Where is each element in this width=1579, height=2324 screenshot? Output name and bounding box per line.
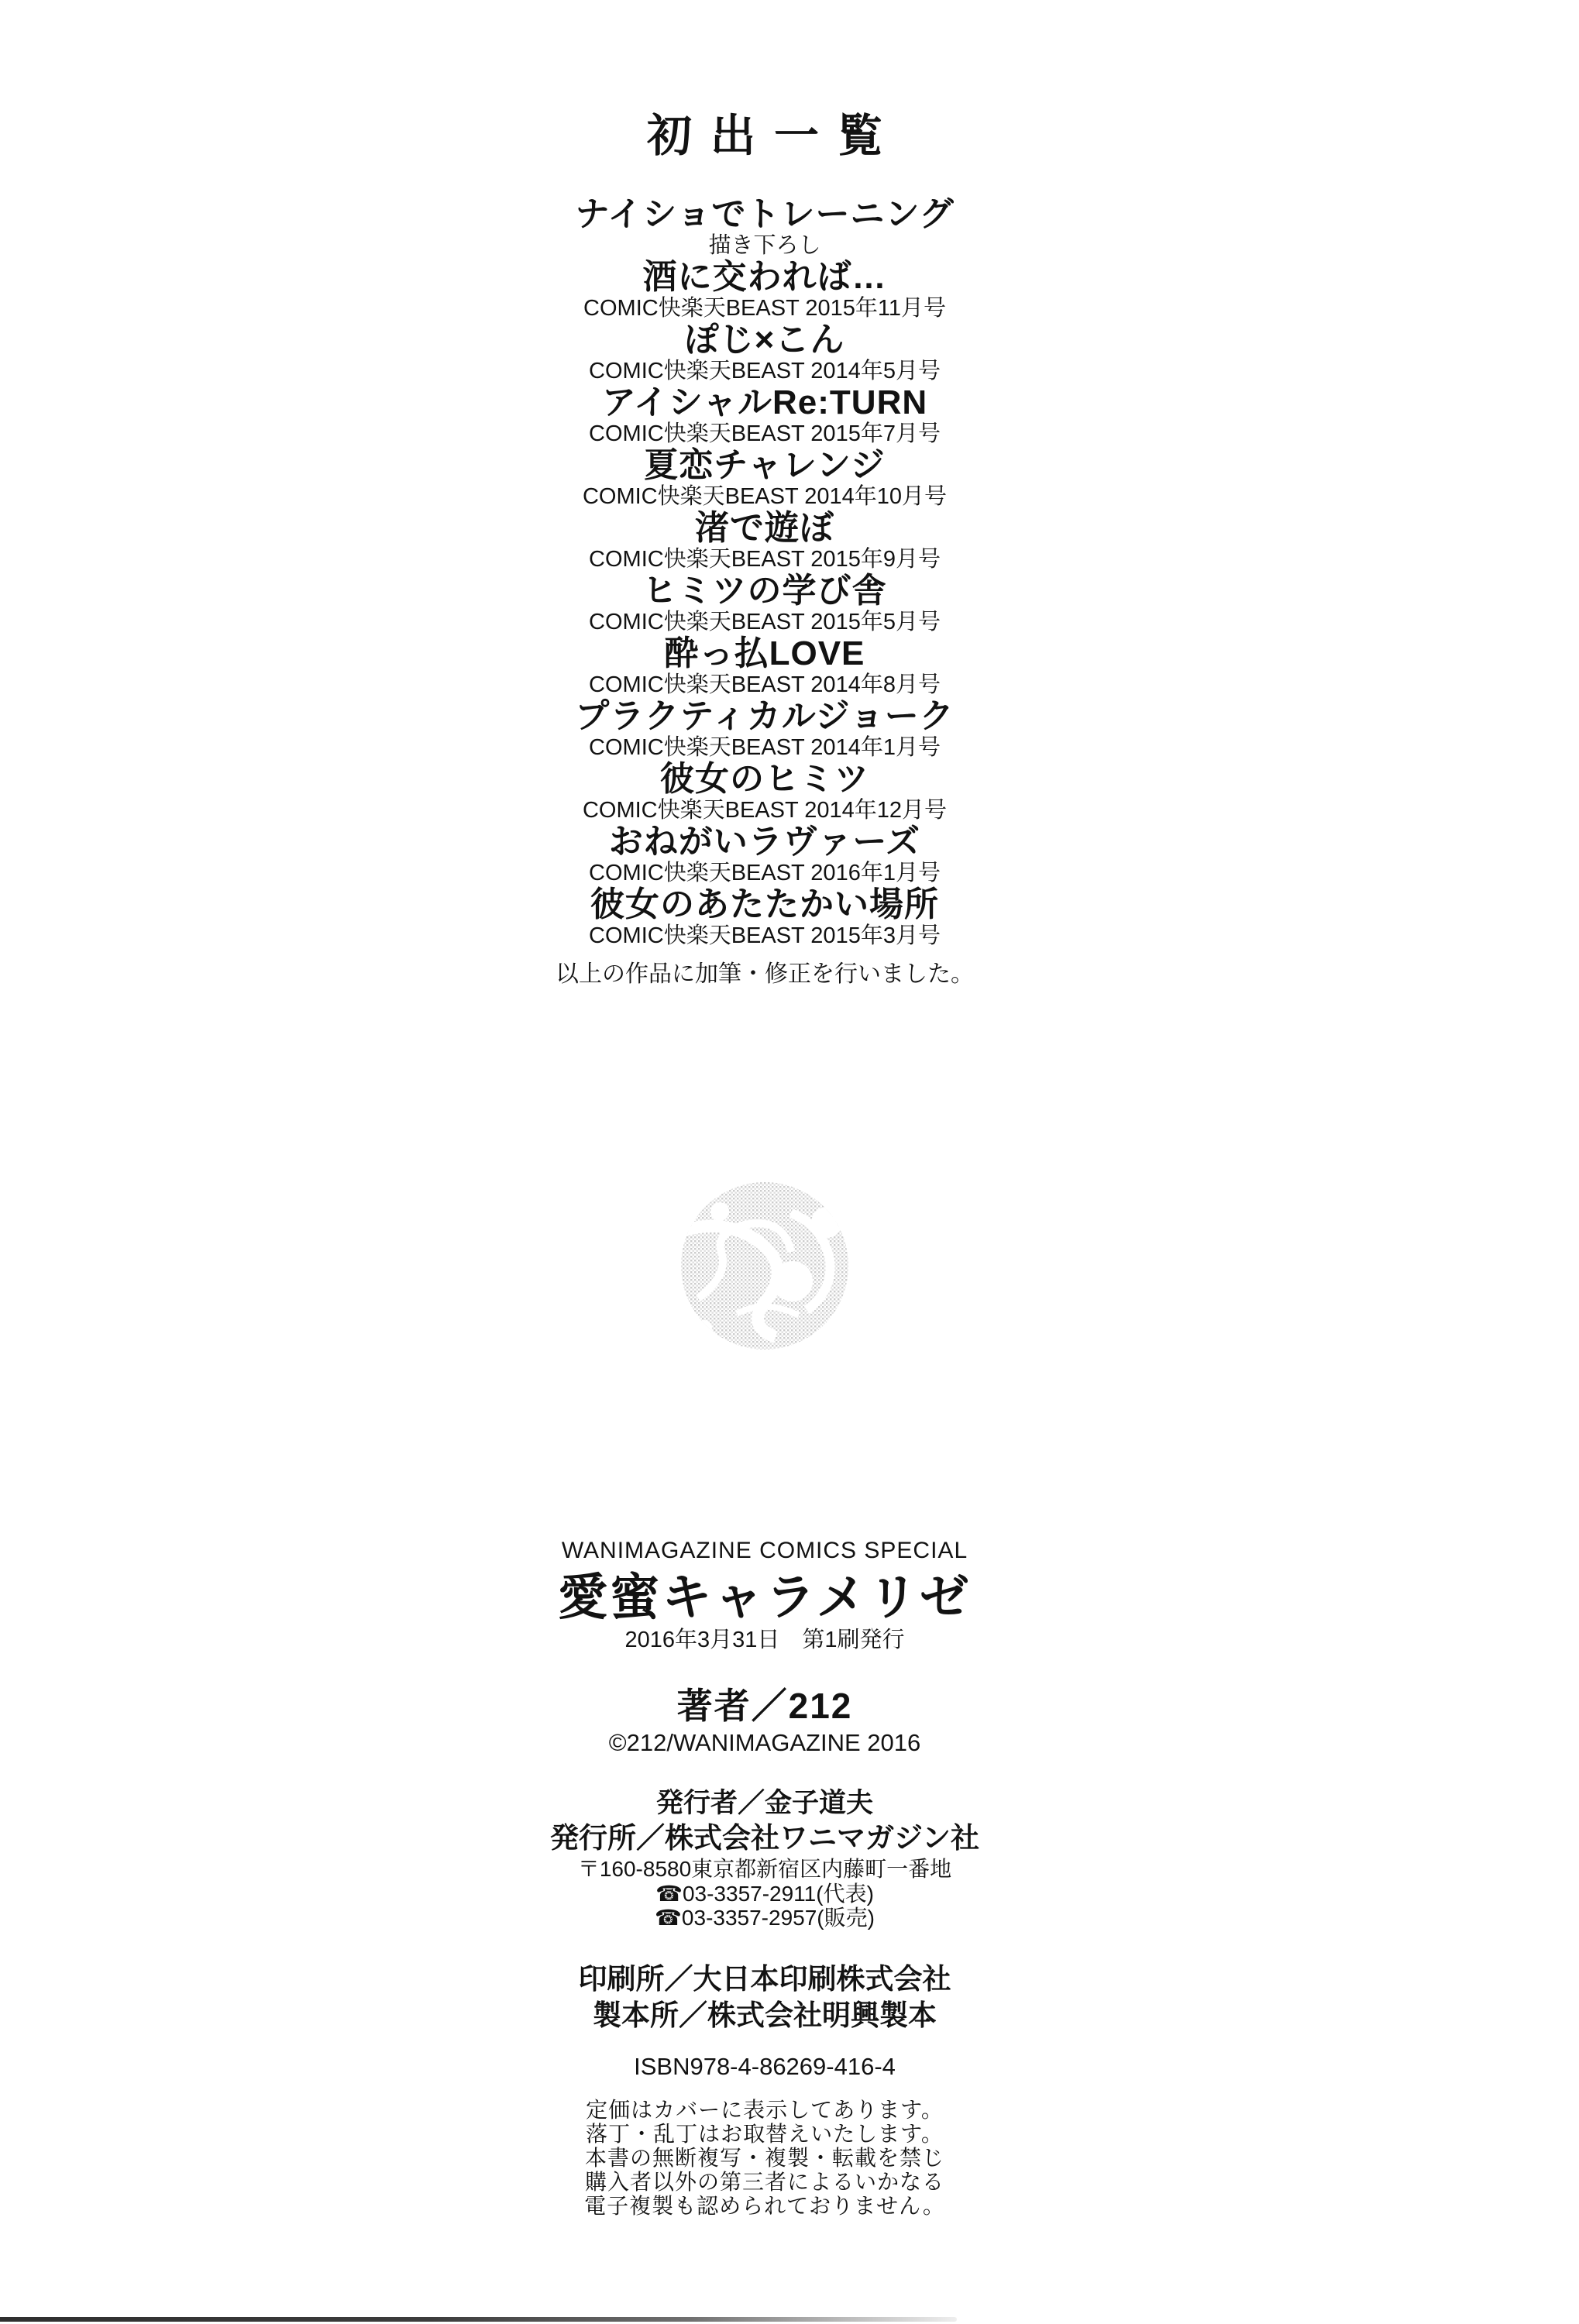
work-source: COMIC快楽天BEAST 2015年7月号 bbox=[589, 421, 941, 446]
work-title: 酔っ払LOVE bbox=[664, 634, 865, 672]
list-item bbox=[0, 195, 1554, 258]
copyright-line: ©212/WANIMAGAZINE 2016 bbox=[608, 1729, 921, 1756]
isbn-line: ISBN978-4-86269-416-4 bbox=[634, 2053, 896, 2080]
list-item bbox=[0, 760, 1554, 823]
list-item bbox=[0, 446, 1554, 509]
work-title: ヒミツの学び舎 bbox=[642, 572, 887, 610]
publisher-address: 〒160-8580東京都新宿区内藤町一番地 bbox=[577, 1857, 952, 1881]
work-source: COMIC快楽天BEAST 2014年12月号 bbox=[582, 798, 948, 823]
binder-line: 製本所／株式会社明興製本 bbox=[593, 1999, 937, 2031]
printer-block bbox=[0, 1961, 1554, 2033]
work-source: COMIC快楽天BEAST 2014年8月号 bbox=[589, 672, 941, 697]
author-line: 著者／212 bbox=[676, 1686, 853, 1726]
work-title: おねがいラヴァーズ bbox=[608, 823, 921, 861]
print-date: 2016年3月31日 第1刷発行 bbox=[624, 1628, 905, 1652]
publisher-person: 発行者／金子道夫 bbox=[655, 1788, 873, 1818]
list-item bbox=[0, 885, 1554, 948]
work-source: COMIC快楽天BEAST 2014年1月号 bbox=[589, 735, 941, 760]
notice-line: 落丁・乱丁はお取替えいたします。 bbox=[586, 2122, 944, 2146]
work-title: ぽじ×こん bbox=[684, 321, 845, 359]
work-source: 描き下ろし bbox=[708, 233, 821, 258]
wanimagazine-crocodile-logo-icon bbox=[675, 1182, 855, 1362]
work-source: COMIC快楽天BEAST 2015年11月号 bbox=[583, 296, 946, 321]
publisher-company: 発行所／株式会社ワニマガジン社 bbox=[549, 1822, 980, 1854]
work-source: COMIC快楽天BEAST 2015年9月号 bbox=[589, 547, 941, 572]
work-title: プラクティカルジョーク bbox=[575, 697, 955, 735]
work-source: COMIC快楽天BEAST 2015年5月号 bbox=[589, 610, 941, 634]
notice-line: 本書の無断複写・複製・転載を禁じ bbox=[584, 2146, 944, 2170]
work-title: 彼女のヒミツ bbox=[660, 760, 869, 798]
work-title: ナイショでトレーニング bbox=[575, 195, 955, 233]
list-item bbox=[0, 509, 1554, 572]
publisher-tel-main: ☎03-3357-2911(代表) bbox=[655, 1882, 874, 1906]
work-source: COMIC快楽天BEAST 2015年3月号 bbox=[589, 923, 941, 948]
work-title: 夏恋チャレンジ bbox=[644, 446, 886, 484]
publisher-tel-sales: ☎03-3357-2957(販売) bbox=[655, 1906, 875, 1930]
notice-line: 定価はカバーに表示してあります。 bbox=[586, 2098, 944, 2122]
work-title: 彼女のあたたかい場所 bbox=[590, 885, 939, 923]
list-item bbox=[0, 321, 1554, 383]
book-title: 愛蜜キャラメリゼ bbox=[558, 1569, 972, 1625]
work-title: アイシャルRe:TURN bbox=[601, 383, 928, 421]
work-source: COMIC快楽天BEAST 2014年5月号 bbox=[589, 359, 941, 383]
work-title: 渚で遊ぼ bbox=[695, 509, 834, 547]
list-item bbox=[0, 823, 1554, 885]
imprint-series-label: WANIMAGAZINE COMICS SPECIAL bbox=[561, 1538, 968, 1563]
notice-line: 購入者以外の第三者によるいかなる bbox=[584, 2170, 944, 2194]
publisher-block bbox=[0, 1786, 1554, 1930]
revision-note: 以上の作品に加筆・修正を行いました。 bbox=[556, 961, 974, 987]
work-title: 酒に交われば… bbox=[642, 258, 887, 296]
list-item bbox=[0, 383, 1554, 446]
legal-notice-block bbox=[0, 2098, 1554, 2218]
printer-line: 印刷所／大日本印刷株式会社 bbox=[578, 1963, 951, 1995]
list-item bbox=[0, 697, 1554, 760]
work-source: COMIC快楽天BEAST 2016年1月号 bbox=[589, 861, 941, 885]
page-title: 初出一覧 bbox=[646, 111, 901, 161]
list-item bbox=[0, 258, 1554, 321]
first-publication-list bbox=[0, 195, 1554, 948]
list-item bbox=[0, 572, 1554, 634]
scan-edge-artifact bbox=[0, 2317, 957, 2322]
list-item bbox=[0, 634, 1554, 697]
work-source: COMIC快楽天BEAST 2014年10月号 bbox=[582, 484, 948, 509]
notice-line: 電子複製も認められておりません。 bbox=[584, 2194, 945, 2218]
